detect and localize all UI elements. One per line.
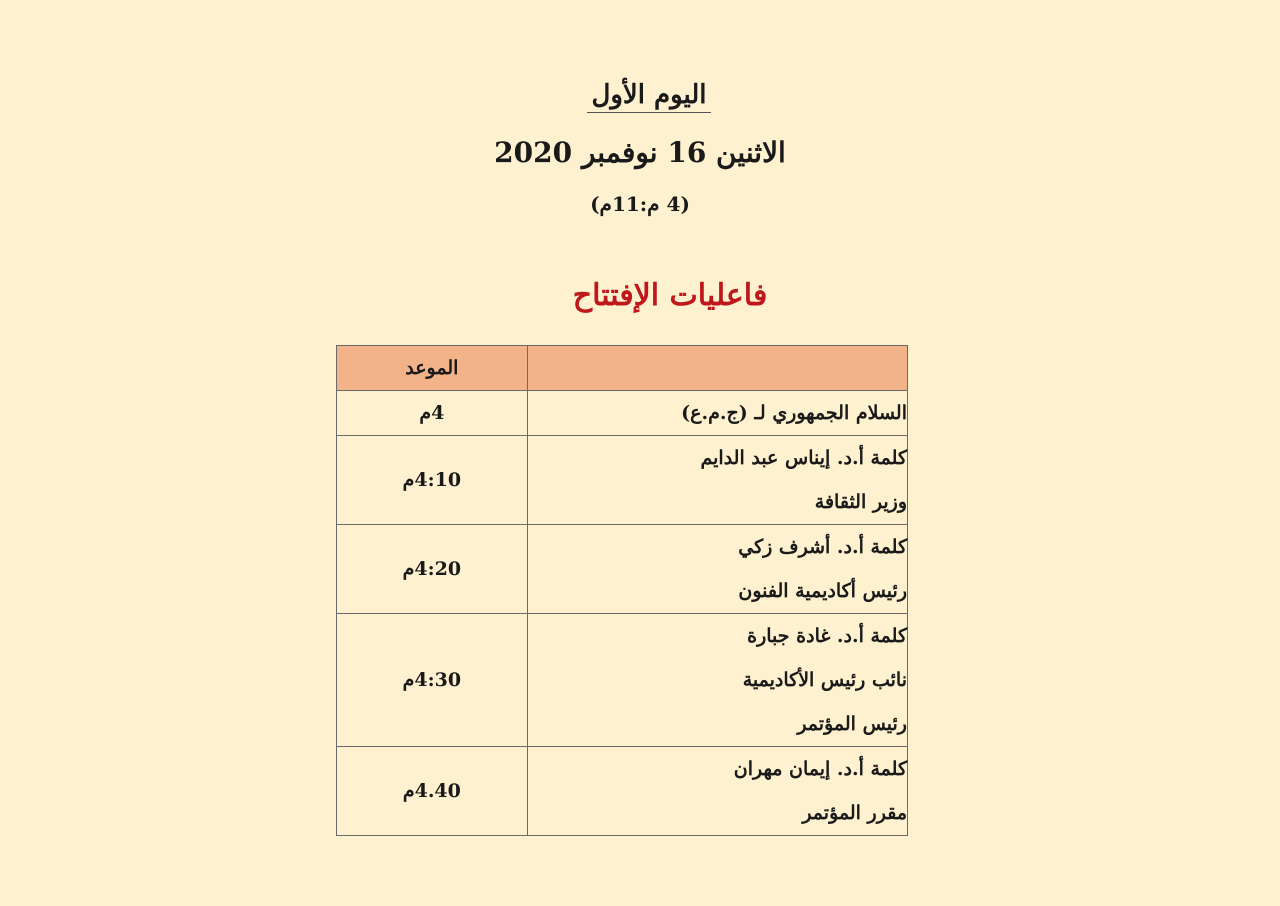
row-line: كلمة أ.د. أشرف زكي bbox=[738, 536, 907, 558]
time-range: (4 م:11م) bbox=[590, 192, 690, 216]
row-line: وزير الثقافة bbox=[814, 491, 907, 513]
section-title: فاعليات الإفتتاح bbox=[572, 278, 768, 313]
day-title-text: اليوم الأول bbox=[587, 80, 710, 113]
row-time: 4:20م bbox=[337, 525, 528, 614]
row-line: السلام الجمهوري لـ (ج.م.ع) bbox=[681, 402, 907, 424]
table-row bbox=[337, 391, 908, 436]
table-row bbox=[337, 525, 908, 614]
row-description bbox=[527, 747, 907, 836]
schedule-table bbox=[336, 345, 908, 836]
row-time: 4:30م bbox=[337, 614, 528, 747]
table-row bbox=[337, 436, 908, 525]
day-title bbox=[0, 80, 1280, 113]
row-time: 4.40م bbox=[337, 747, 528, 836]
row-description bbox=[527, 436, 907, 525]
column-header-description bbox=[527, 346, 907, 391]
row-line: كلمة أ.د. غادة جبارة bbox=[747, 625, 907, 647]
row-line: نائب رئيس الأكاديمية bbox=[742, 669, 907, 691]
row-description bbox=[527, 614, 907, 747]
row-line: كلمة أ.د. إيناس عبد الدايم bbox=[700, 447, 907, 469]
table-header-row bbox=[337, 346, 908, 391]
date-line: الاثنين 16 نوفمبر 2020 bbox=[494, 136, 786, 169]
row-description bbox=[527, 525, 907, 614]
row-description bbox=[527, 391, 907, 436]
row-time: 4:10م bbox=[337, 436, 528, 525]
row-time: 4م bbox=[337, 391, 528, 436]
row-line: كلمة أ.د. إيمان مهران bbox=[733, 758, 907, 780]
row-line: رئيس أكاديمية الفنون bbox=[738, 580, 907, 602]
table-row bbox=[337, 747, 908, 836]
column-header-time: الموعد bbox=[337, 346, 528, 391]
table-row bbox=[337, 614, 908, 747]
row-line: رئيس المؤتمر bbox=[797, 713, 907, 735]
row-line: مقرر المؤتمر bbox=[802, 802, 907, 824]
